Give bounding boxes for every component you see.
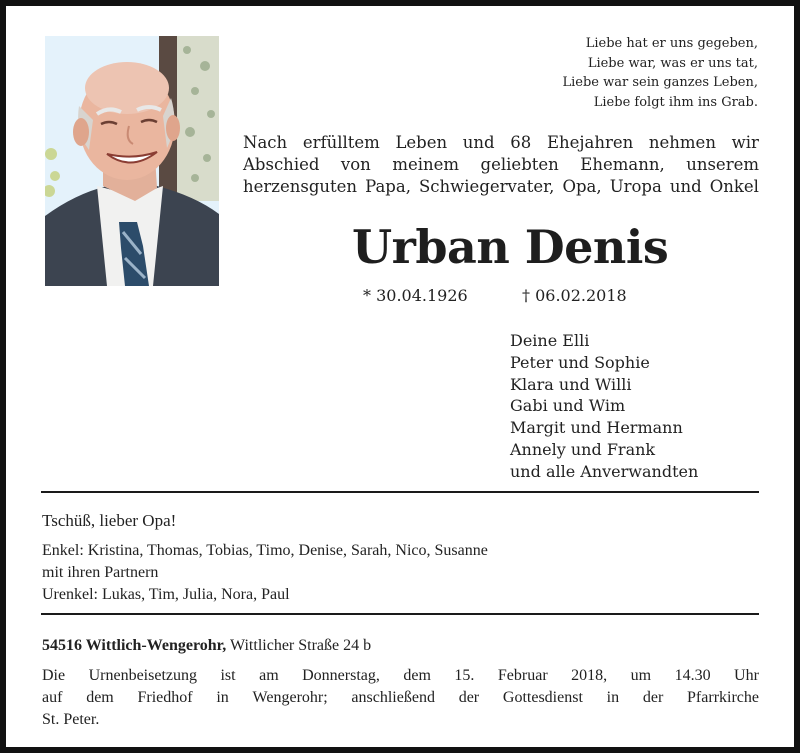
funeral-line: St. Peter. xyxy=(42,711,100,728)
farewell-line: Tschüß, lieber Opa! xyxy=(42,511,177,530)
intro-line: Nach erfülltem Leben und 68 Ehejahren nehmen wir xyxy=(243,133,759,152)
poem-line: Liebe war sein ganzes Leben, xyxy=(562,75,758,90)
obituary-notice xyxy=(6,6,794,747)
memorial-poem xyxy=(562,34,758,112)
poem-line: Liebe hat er uns gegeben, xyxy=(585,36,758,51)
grandchildren-line: Enkel: Kristina, Thomas, Tobias, Timo, Denise, Sarah, Nico, Susanne xyxy=(42,542,488,559)
deceased-name: Urban Denis xyxy=(352,220,669,274)
family-line: Margit und Hermann xyxy=(510,418,683,438)
death-date: † 06.02.2018 xyxy=(522,286,627,305)
divider xyxy=(41,613,759,615)
family-signatures xyxy=(510,330,698,483)
poem-line: Liebe war, was er uns tat, xyxy=(587,55,758,71)
family-line: Gabi und Wim xyxy=(510,396,626,416)
family-line: Klara und Willi xyxy=(510,374,632,394)
family-line: Peter und Sophie xyxy=(510,352,650,372)
intro-text xyxy=(243,132,759,198)
divider xyxy=(41,491,759,493)
intro-line: Abschied von meinem geliebten Ehemann, unserem xyxy=(243,155,759,174)
intro-line: herzensguten Papa, Schwiegervater, Opa, Uropa und Onkel xyxy=(243,177,759,196)
address xyxy=(42,637,371,655)
grandchildren-line: mit ihren Partnern xyxy=(42,564,159,581)
family-line: und alle Anverwandten xyxy=(510,461,699,481)
funeral-details xyxy=(42,665,759,731)
grandchildren-line: Urenkel: Lukas, Tim, Julia, Nora, Paul xyxy=(42,586,290,603)
poem-line: Liebe folgt ihm ins Grab. xyxy=(593,94,758,110)
funeral-line: auf dem Friedhof in Wengerohr; anschließend der Gottesdienst in der Pfarrkirche xyxy=(42,689,759,706)
address-street: Wittlicher Straße 24 b xyxy=(226,637,372,654)
family-line: Annely und Frank xyxy=(510,439,656,459)
grandchildren-list xyxy=(42,540,488,606)
family-line: Deine Elli xyxy=(510,331,590,350)
birth-date: * 30.04.1926 xyxy=(363,286,468,305)
portrait-photo xyxy=(45,36,219,286)
address-city: 54516 Wittlich-Wengerohr, xyxy=(42,637,227,654)
funeral-line: Die Urnenbeisetzung ist am Donnerstag, dem 15. Februar 2018, um 14.30 Uhr xyxy=(42,667,759,684)
